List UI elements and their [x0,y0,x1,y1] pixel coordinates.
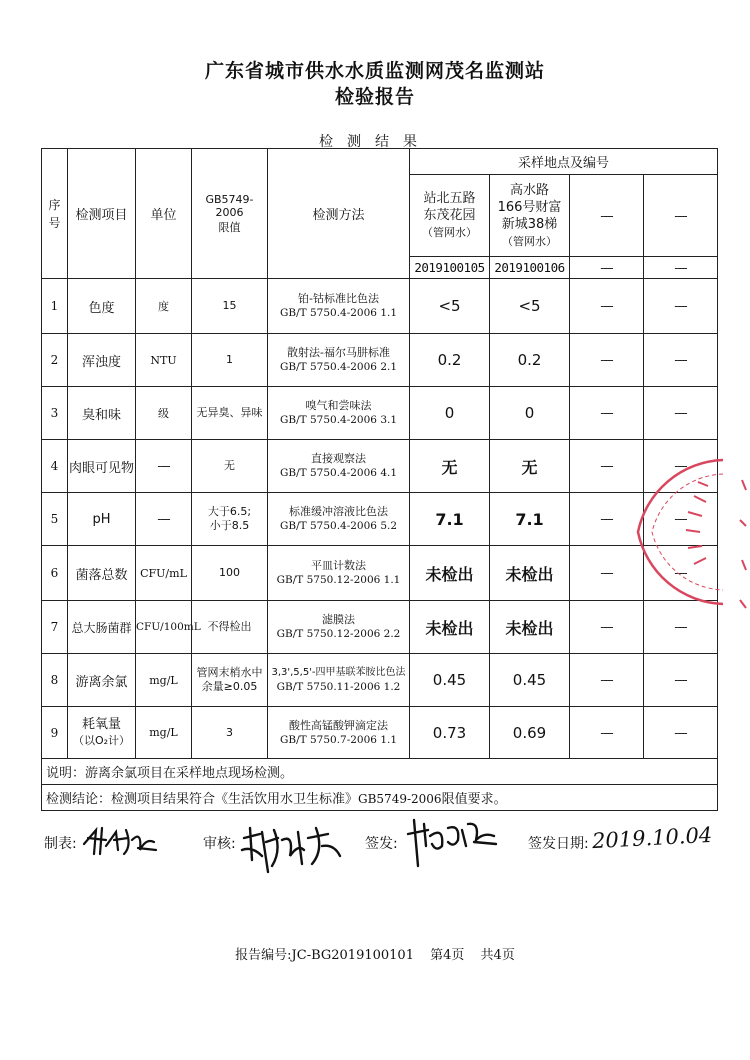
site-3-name: ---- [570,175,644,257]
issue-label: 签发: [365,836,398,852]
review-signature [238,820,348,880]
header-limit-std: GB5749-2006 [205,192,254,219]
site-4-name: ---- [644,175,718,257]
header-method: 检测方法 [268,149,410,279]
report-org-title: 广东省城市供水水质监测网茂名监测站 [204,60,545,82]
header-limit-label: 限值 [218,220,241,234]
page-number: 第4页 [430,948,465,963]
site-2-name: 高水路 166号财富 新城38梯 （管网水） [490,175,570,257]
issue-date-handwritten: 2019.10.04 [591,822,713,854]
page-total: 共4页 [480,948,515,963]
header-unit: 单位 [136,149,192,279]
site-1-name: 站北五路 东茂花园 （管网水） [410,175,490,257]
maker-signature [80,820,160,860]
report-footer [0,944,750,963]
results-table [41,148,718,811]
conclusion-row: 检测结论：检测项目结果符合《生活饮用水卫生标准》GB5749-2006限值要求。 [42,785,718,811]
stamp-seal [628,452,728,612]
section-title: 检测结果 [319,134,431,150]
table-row: 8 游离余氯 mg/L 管网末梢水中 余量≥0.05 3,3',5,5'-四甲基联苯胺比色法 GB/T 5750.11-2006 1.2 0.45 0.45 ---- ---- [42,654,718,707]
header-sampling: 采样地点及编号 [410,149,718,175]
header-seq: 序 号 [42,149,68,279]
site-2-code: 2019100106 [490,257,570,279]
table-row: 4 肉眼可见物 ---- 无 直接观察法 GB/T 5750.4-2006 4.1 无 无 ---- ---- [42,440,718,493]
table-row: 3 臭和味 级 无异臭、异味 嗅气和尝味法 GB/T 5750.4-2006 3.1 0 0 ---- ---- [42,387,718,440]
note-row: 说明：游离余氯项目在采样地点现场检测。 [42,759,718,785]
table-row: 5 pH ---- 大于6.5; 小于8.5 标准缓冲溶液比色法 GB/T 5750.4-2006 5.2 7.1 7.1 ---- ---- [42,493,718,546]
header-limit [192,149,268,279]
site-3-code: ---- [570,257,644,279]
review-label: 审核: [203,836,236,852]
report-number: 报告编号:JC-BG2019100101 [235,948,414,963]
site-1-code: 2019100105 [410,257,490,279]
table-row: 9 耗氧量 （以O₂计） mg/L 3 酸性高锰酸钾滴定法 GB/T 5750.7-2006 1.1 0.73 0.69 ---- ---- [42,707,718,759]
header-item: 检测项目 [68,149,136,279]
date-label: 签发日期: [528,836,589,852]
table-row: 7 总大肠菌群 CFU/100mL 不得检出 滤膜法 GB/T 5750.12-2006 2.2 未检出 未检出 ---- ---- [42,601,718,654]
table-row: 1 色度 度 15 铂-钴标准比色法 GB/T 5750.4-2006 1.1 <5 <5 ---- ---- [42,279,718,334]
seal-edge-mark [736,470,750,620]
site-4-code: ---- [644,257,718,279]
maker-label: 制表: [44,836,77,852]
table-row: 2 浑浊度 NTU 1 散射法-福尔马肼标准 GB/T 5750.4-2006 2.1 0.2 0.2 ---- ---- [42,334,718,387]
table-row: 6 菌落总数 CFU/mL 100 平皿计数法 GB/T 5750.12-2006 1.1 未检出 未检出 ---- ---- [42,546,718,601]
report-doc-title: 检验报告 [334,86,415,108]
issue-signature [404,806,504,870]
